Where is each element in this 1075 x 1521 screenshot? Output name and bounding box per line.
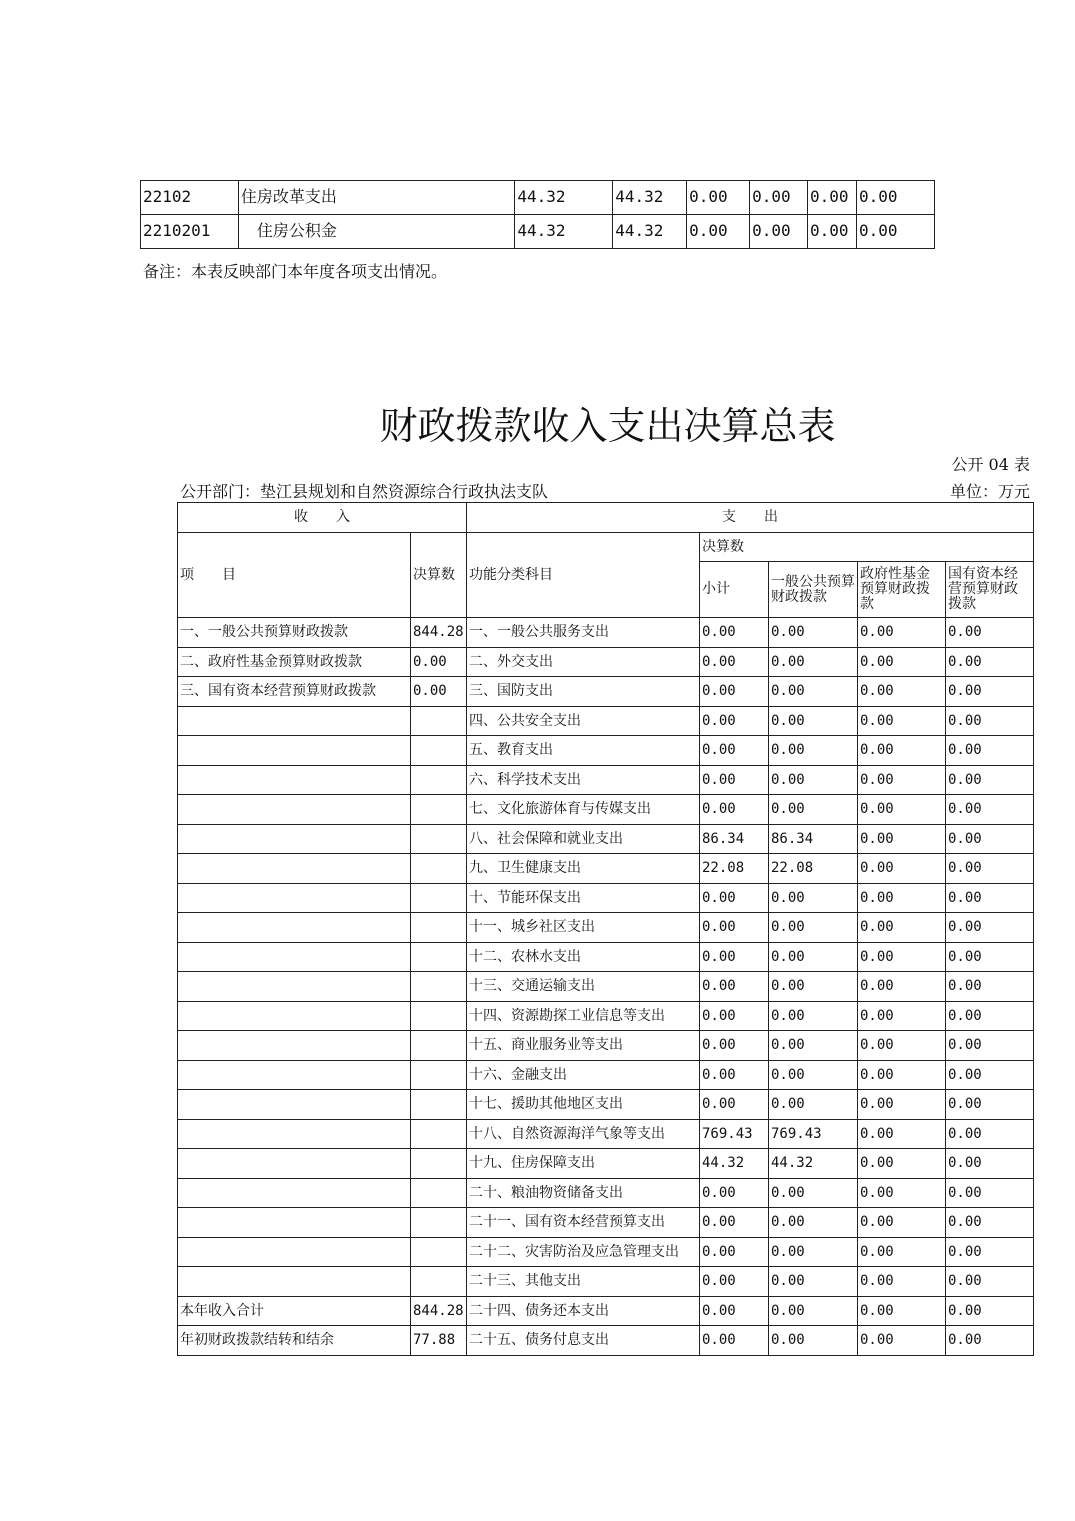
state-capital-cell: 0.00 [946,1119,1034,1149]
subtotal-cell: 0.00 [700,1090,769,1120]
state-capital-cell: 0.00 [946,1326,1034,1356]
gov-fund-cell: 0.00 [858,1090,946,1120]
function-category-cell: 五、教育支出 [467,736,700,766]
subtotal-cell: 0.00 [700,795,769,825]
table-row [178,618,1034,648]
general-budget-cell: 0.00 [769,765,858,795]
table-row [178,706,1034,736]
general-budget-cell: 0.00 [769,883,858,913]
gov-fund-cell: 0.00 [858,1208,946,1238]
income-item-cell [178,854,411,884]
income-item-cell [178,913,411,943]
subtotal-cell: 0.00 [700,1031,769,1061]
state-capital-cell: 0.00 [946,765,1034,795]
income-amount-cell [411,1031,467,1061]
function-category-cell: 十七、援助其他地区支出 [467,1090,700,1120]
table-row [178,1296,1034,1326]
function-category-cell: 六、科学技术支出 [467,765,700,795]
general-budget-cell: 0.00 [769,618,858,648]
amount-cell: 44.32 [515,181,613,215]
function-category-cell: 十九、住房保障支出 [467,1149,700,1179]
table-row [178,854,1034,884]
income-item-cell [178,883,411,913]
state-capital-cell: 0.00 [946,1208,1034,1238]
income-item-cell: 本年收入合计 [178,1296,411,1326]
page-title: 财政拨款收入支出决算总表 [379,404,836,448]
table-row [178,1119,1034,1149]
subtotal-cell: 0.00 [700,1267,769,1297]
gov-fund-cell: 0.00 [858,1060,946,1090]
general-budget-cell: 0.00 [769,677,858,707]
income-amount-cell [411,1178,467,1208]
subtotal-cell: 0.00 [700,913,769,943]
general-budget-cell: 0.00 [769,1090,858,1120]
function-category-cell: 二十三、其他支出 [467,1267,700,1297]
general-budget-cell: 0.00 [769,1267,858,1297]
function-category-cell: 十八、自然资源海洋气象等支出 [467,1119,700,1149]
general-budget-header: 一般公共预算财政拨款 [769,562,858,618]
gov-fund-cell: 0.00 [858,1149,946,1179]
table-row [141,181,935,215]
income-amount-cell: 0.00 [411,647,467,677]
income-amount-cell [411,1208,467,1238]
function-category-cell: 二十四、债务还本支出 [467,1296,700,1326]
state-capital-cell: 0.00 [946,1149,1034,1179]
income-amount-cell [411,972,467,1002]
subtotal-cell: 44.32 [700,1149,769,1179]
income-item-cell [178,1267,411,1297]
table-row [178,1060,1034,1090]
function-category-cell: 八、社会保障和就业支出 [467,824,700,854]
general-budget-cell: 0.00 [769,706,858,736]
income-amount-cell: 844.28 [411,618,467,648]
table-note: 备注：本表反映部门本年度各项支出情况。 [143,262,448,281]
subtotal-cell: 0.00 [700,647,769,677]
state-capital-cell: 0.00 [946,1267,1034,1297]
account-name-cell: 住房改革支出 [238,181,514,215]
function-category-cell: 四、公共安全支出 [467,706,700,736]
gov-fund-cell: 0.00 [858,1178,946,1208]
function-category-cell: 三、国防支出 [467,677,700,707]
function-category-cell: 二十二、灾害防治及应急管理支出 [467,1237,700,1267]
subtotal-cell: 0.00 [700,1296,769,1326]
subtotal-cell: 0.00 [700,883,769,913]
income-amount-cell: 77.88 [411,1326,467,1356]
income-item-cell [178,1149,411,1179]
state-capital-cell: 0.00 [946,618,1034,648]
general-budget-cell: 0.00 [769,1237,858,1267]
subtotal-header: 小计 [700,562,769,618]
general-budget-cell: 86.34 [769,824,858,854]
table-row [178,1178,1034,1208]
gov-fund-cell: 0.00 [858,706,946,736]
subtotal-cell: 86.34 [700,824,769,854]
account-name-cell: 住房公积金 [238,215,514,249]
subtotal-cell: 0.00 [700,1208,769,1238]
income-item-cell [178,795,411,825]
table-row [178,942,1034,972]
general-budget-cell: 0.00 [769,1296,858,1326]
unit-label: 单位：万元 [949,482,1030,501]
table-row [178,1001,1034,1031]
general-budget-cell: 0.00 [769,736,858,766]
table-row [178,1208,1034,1238]
subtotal-cell: 0.00 [700,677,769,707]
income-header: 收 入 [178,503,467,533]
function-category-cell: 七、文化旅游体育与传媒支出 [467,795,700,825]
function-category-cell: 二、外交支出 [467,647,700,677]
table-row [178,913,1034,943]
state-capital-header: 国有资本经营预算财政拨款 [946,562,1034,618]
function-category-cell: 十、节能环保支出 [467,883,700,913]
account-code-cell: 22102 [141,181,239,215]
income-item-cell [178,824,411,854]
table-row [178,824,1034,854]
function-category-cell: 十五、商业服务业等支出 [467,1031,700,1061]
state-capital-cell: 0.00 [946,972,1034,1002]
income-amount-cell [411,1237,467,1267]
state-capital-cell: 0.00 [946,824,1034,854]
gov-fund-cell: 0.00 [858,1031,946,1061]
state-capital-cell: 0.00 [946,1001,1034,1031]
income-amount-cell [411,854,467,884]
amount-cell: 0.00 [687,215,750,249]
expense-header: 支 出 [467,503,1034,533]
income-amount-cell: 0.00 [411,677,467,707]
header-row-2 [178,532,1034,562]
subtotal-cell: 0.00 [700,1237,769,1267]
income-item-cell [178,765,411,795]
general-budget-cell: 0.00 [769,1178,858,1208]
amount-cell: 0.00 [687,181,750,215]
income-amount-cell [411,706,467,736]
state-capital-cell: 0.00 [946,913,1034,943]
income-amount-cell [411,736,467,766]
table-row [178,736,1034,766]
gov-fund-cell: 0.00 [858,795,946,825]
income-amount-cell: 844.28 [411,1296,467,1326]
amount-cell: 0.00 [750,181,808,215]
income-amount-cell [411,1119,467,1149]
income-item-cell [178,972,411,1002]
amount-cell: 0.00 [750,215,808,249]
table-row [178,1237,1034,1267]
general-budget-cell: 0.00 [769,1001,858,1031]
state-capital-cell: 0.00 [946,1031,1034,1061]
subtotal-cell: 0.00 [700,942,769,972]
header-row-1 [178,503,1034,533]
income-item-cell [178,1031,411,1061]
state-capital-cell: 0.00 [946,883,1034,913]
income-amount-cell [411,1060,467,1090]
table-row [178,972,1034,1002]
subtotal-cell: 0.00 [700,1060,769,1090]
table-row [178,795,1034,825]
income-item-cell [178,1060,411,1090]
income-amount-cell [411,942,467,972]
general-budget-cell: 0.00 [769,1031,858,1061]
fiscal-appropriation-summary-table [177,502,1034,1356]
amount-cell: 0.00 [808,215,857,249]
general-budget-cell: 22.08 [769,854,858,884]
function-category-cell: 十三、交通运输支出 [467,972,700,1002]
state-capital-cell: 0.00 [946,1060,1034,1090]
amount-header: 决算数 [411,532,467,618]
income-item-cell: 三、国有资本经营预算财政拨款 [178,677,411,707]
state-capital-cell: 0.00 [946,706,1034,736]
income-amount-cell [411,913,467,943]
general-budget-cell: 0.00 [769,1208,858,1238]
gov-fund-cell: 0.00 [858,1001,946,1031]
general-budget-cell: 0.00 [769,795,858,825]
gov-fund-cell: 0.00 [858,1296,946,1326]
gov-fund-cell: 0.00 [858,854,946,884]
income-amount-cell [411,795,467,825]
income-item-cell: 一、一般公共预算财政拨款 [178,618,411,648]
gov-fund-cell: 0.00 [858,677,946,707]
income-item-cell [178,1237,411,1267]
subtotal-cell: 0.00 [700,1001,769,1031]
gov-fund-cell: 0.00 [858,942,946,972]
function-category-cell: 二十、粮油物资储备支出 [467,1178,700,1208]
gov-fund-cell: 0.00 [858,883,946,913]
gov-fund-cell: 0.00 [858,647,946,677]
state-capital-cell: 0.00 [946,942,1034,972]
state-capital-cell: 0.00 [946,647,1034,677]
amount-cell: 0.00 [857,215,935,249]
department-label: 公开部门：垫江县规划和自然资源综合行政执法支队 [180,482,549,501]
table-row [178,1149,1034,1179]
general-budget-cell: 44.32 [769,1149,858,1179]
table-row [178,647,1034,677]
income-amount-cell [411,824,467,854]
state-capital-cell: 0.00 [946,1178,1034,1208]
state-capital-cell: 0.00 [946,854,1034,884]
state-capital-cell: 0.00 [946,736,1034,766]
amount2-header: 决算数 [700,532,1034,562]
general-budget-cell: 0.00 [769,913,858,943]
table-row [178,677,1034,707]
gov-fund-header: 政府性基金预算财政拨款 [858,562,946,618]
gov-fund-cell: 0.00 [858,1119,946,1149]
subtotal-cell: 0.00 [700,1178,769,1208]
function-category-cell: 二十五、债务付息支出 [467,1326,700,1356]
general-budget-cell: 0.00 [769,647,858,677]
account-code-cell: 2210201 [141,215,239,249]
gov-fund-cell: 0.00 [858,1326,946,1356]
item-header: 项 目 [178,532,411,618]
table-row [141,215,935,249]
table-row [178,883,1034,913]
income-item-cell [178,706,411,736]
income-amount-cell [411,765,467,795]
subtotal-cell: 769.43 [700,1119,769,1149]
subtotal-cell: 22.08 [700,854,769,884]
gov-fund-cell: 0.00 [858,913,946,943]
table-row [178,1326,1034,1356]
income-amount-cell [411,883,467,913]
gov-fund-cell: 0.00 [858,618,946,648]
gov-fund-cell: 0.00 [858,824,946,854]
state-capital-cell: 0.00 [946,1090,1034,1120]
function-category-cell: 十六、金融支出 [467,1060,700,1090]
table-row [178,1090,1034,1120]
income-amount-cell [411,1001,467,1031]
income-item-cell [178,1001,411,1031]
general-budget-cell: 769.43 [769,1119,858,1149]
general-budget-cell: 0.00 [769,972,858,1002]
income-item-cell [178,942,411,972]
income-amount-cell [411,1090,467,1120]
gov-fund-cell: 0.00 [858,1237,946,1267]
form-number: 公开 04 表 [951,455,1030,474]
function-category-cell: 一、一般公共服务支出 [467,618,700,648]
amount-cell: 44.32 [613,181,687,215]
gov-fund-cell: 0.00 [858,1267,946,1297]
function-category-cell: 十一、城乡社区支出 [467,913,700,943]
subtotal-cell: 0.00 [700,972,769,1002]
gov-fund-cell: 0.00 [858,765,946,795]
state-capital-cell: 0.00 [946,1237,1034,1267]
income-item-cell [178,736,411,766]
subtotal-cell: 0.00 [700,618,769,648]
table-row [178,1267,1034,1297]
function-category-cell: 十二、农林水支出 [467,942,700,972]
amount-cell: 44.32 [613,215,687,249]
table-row [178,1031,1034,1061]
state-capital-cell: 0.00 [946,677,1034,707]
income-amount-cell [411,1149,467,1179]
general-budget-cell: 0.00 [769,1060,858,1090]
gov-fund-cell: 0.00 [858,972,946,1002]
table-row [178,765,1034,795]
subtotal-cell: 0.00 [700,706,769,736]
function-category-cell: 九、卫生健康支出 [467,854,700,884]
general-budget-cell: 0.00 [769,942,858,972]
func-header: 功能分类科目 [467,532,700,618]
gov-fund-cell: 0.00 [858,736,946,766]
income-amount-cell [411,1267,467,1297]
income-item-cell: 年初财政拨款结转和结余 [178,1326,411,1356]
general-budget-cell: 0.00 [769,1326,858,1356]
subtotal-cell: 0.00 [700,736,769,766]
state-capital-cell: 0.00 [946,1296,1034,1326]
function-category-cell: 十四、资源勘探工业信息等支出 [467,1001,700,1031]
amount-cell: 0.00 [857,181,935,215]
amount-cell: 44.32 [515,215,613,249]
amount-cell: 0.00 [808,181,857,215]
subtotal-cell: 0.00 [700,765,769,795]
income-item-cell [178,1090,411,1120]
state-capital-cell: 0.00 [946,795,1034,825]
subtotal-cell: 0.00 [700,1326,769,1356]
expense-detail-table-tail [140,180,935,249]
income-item-cell: 二、政府性基金预算财政拨款 [178,647,411,677]
function-category-cell: 二十一、国有资本经营预算支出 [467,1208,700,1238]
income-item-cell [178,1119,411,1149]
income-item-cell [178,1178,411,1208]
income-item-cell [178,1208,411,1238]
